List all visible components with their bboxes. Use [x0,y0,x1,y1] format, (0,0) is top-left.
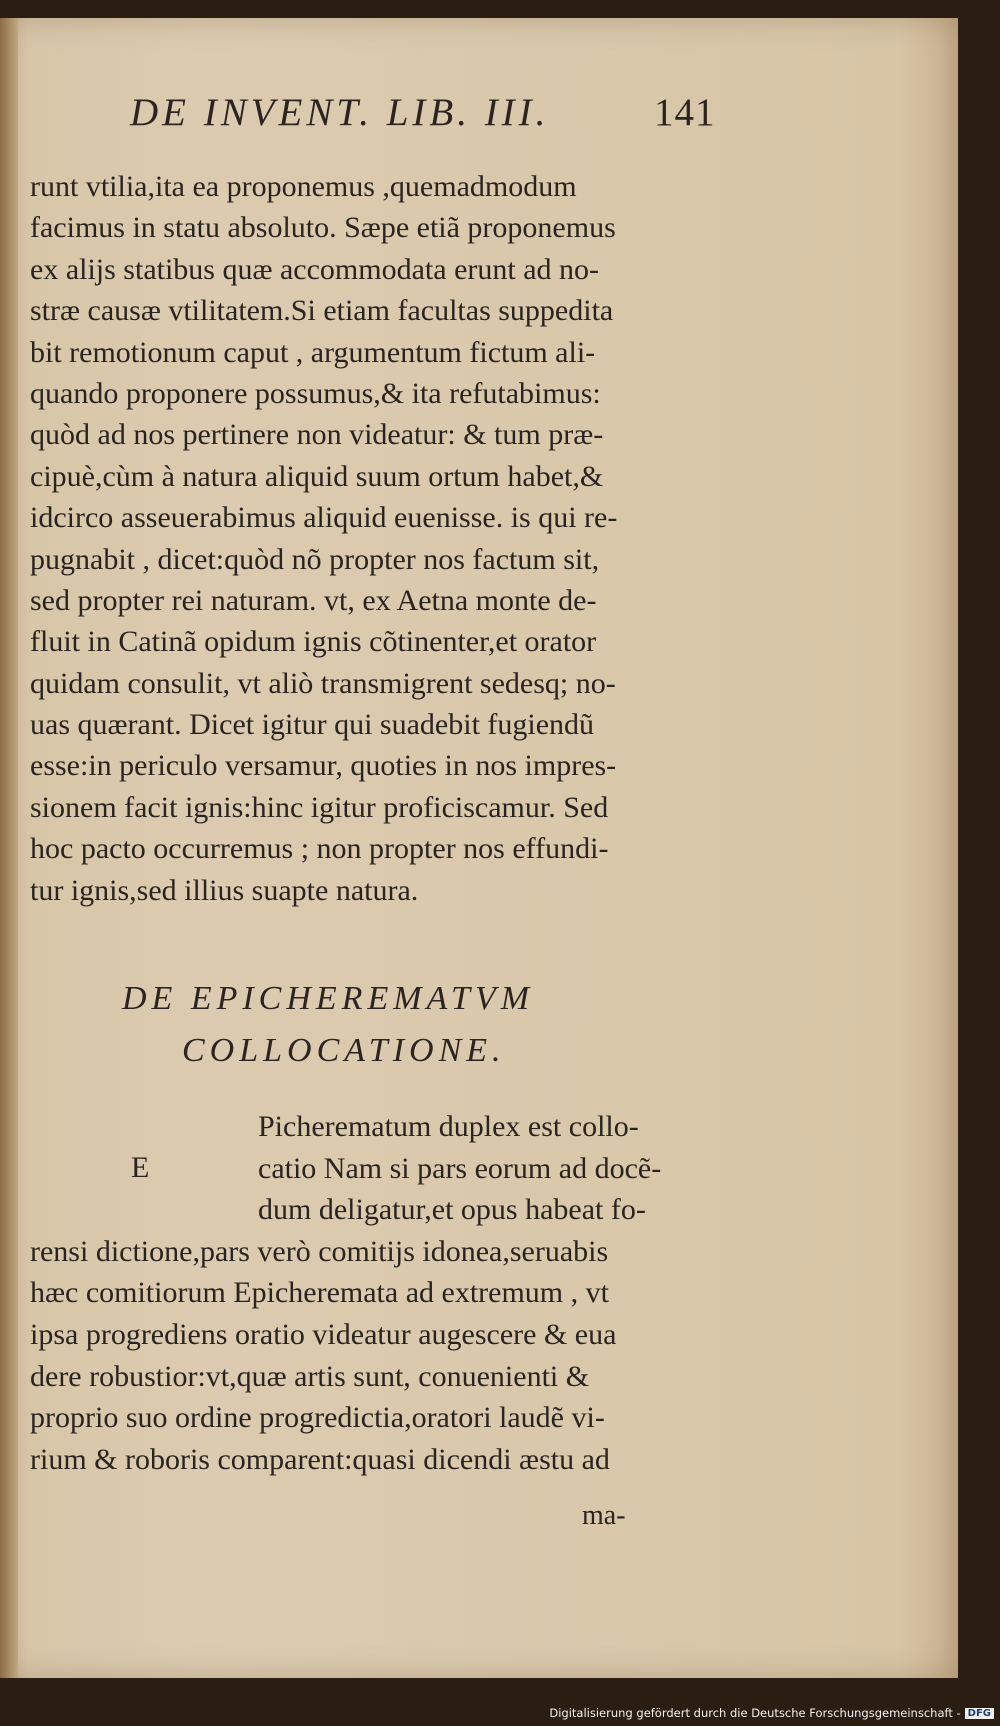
text-line: runt vtilia,ita ea proponemus ,quemadmodum [30,170,577,203]
text-line: pugnabit , dicet:quòd nõ propter nos factum sit, [30,542,600,576]
running-title: DE INVENT. LIB. III. [130,91,550,134]
section-heading [122,973,742,1077]
initial-letter: E [131,1151,150,1184]
text-line: quando proponere possumus,& ita refutabimus: [30,376,601,410]
book-page [0,18,958,1678]
main-text-block [30,166,750,911]
text-line: bit remotionum caput , argumentum fictum ali- [30,335,596,369]
text-line: uas quærant. Dicet igitur qui suadebit fugiendũ [30,708,595,742]
section-heading-line-1: DE EPICHEREMATVM [122,980,535,1017]
text-line: Picherematum duplex est collo- [258,1110,639,1143]
text-line: sed propter rei naturam. vt, ex Aetna monte de- [30,583,597,617]
page-binding-edge [0,18,18,1678]
text-line: quidam consulit, vt aliò transmigrent sedesq; no- [30,666,616,700]
text-line: tur ignis,sed illius suapte natura. [30,873,419,907]
text-line: rium & roboris comparent:quasi dicendi æstu ad [30,1442,610,1476]
section-text-block [30,1106,750,1480]
digitization-credit [549,1706,994,1724]
text-line: proprio suo ordine progredictia,oratori laudẽ vi- [30,1401,605,1435]
text-line: dere robustior:vt,quæ artis sunt, conuenienti & [30,1359,590,1393]
text-line: ipsa progrediens oratio videatur augescere & eua [30,1317,617,1351]
running-header [130,90,830,150]
page-number: 141 [654,91,716,134]
text-line: hæc comitiorum Epicheremata ad extremum , vt [30,1276,609,1310]
section-heading-line-2: COLLOCATIONE. [182,1032,506,1069]
text-line: hoc pacto occurremus ; non propter nos effundi- [30,832,609,866]
text-line: fluit in Catinã opidum ignis cõtinenter,et orator [30,625,597,659]
text-line: ex alijs statibus quæ accommodata erunt ad no- [30,252,600,286]
text-line: sionem facit ignis:hinc igitur proficiscamur. Sed [30,790,609,824]
text-line: cipuè,cùm à natura aliquid suum ortum habet,& [30,459,604,493]
text-line: dum deligatur,et opus habeat fo- [258,1193,646,1227]
catchword: ma- [582,1500,626,1531]
credit-text: Digitalisierung gefördert durch die Deutsche Forschungsgemeinschaft - [549,1706,961,1720]
text-line: quòd ad nos pertinere non videatur: & tum præ- [30,418,604,452]
text-line: idcirco asseuerabimus aliquid euenisse. is qui re- [30,501,618,535]
text-line: esse:in periculo versamur, quoties in nos impres- [30,749,617,783]
dfg-logo: DFG [965,1708,994,1719]
text-line: facimus in statu absoluto. Sæpe etiã proponemus [30,211,616,245]
text-line: catio Nam si pars eorum ad docẽ- [258,1151,662,1185]
text-line: rensi dictione,pars verò comitijs idonea,seruabis [30,1234,609,1268]
text-line: stræ causæ vtilitatem.Si etiam facultas suppedita [30,294,614,328]
